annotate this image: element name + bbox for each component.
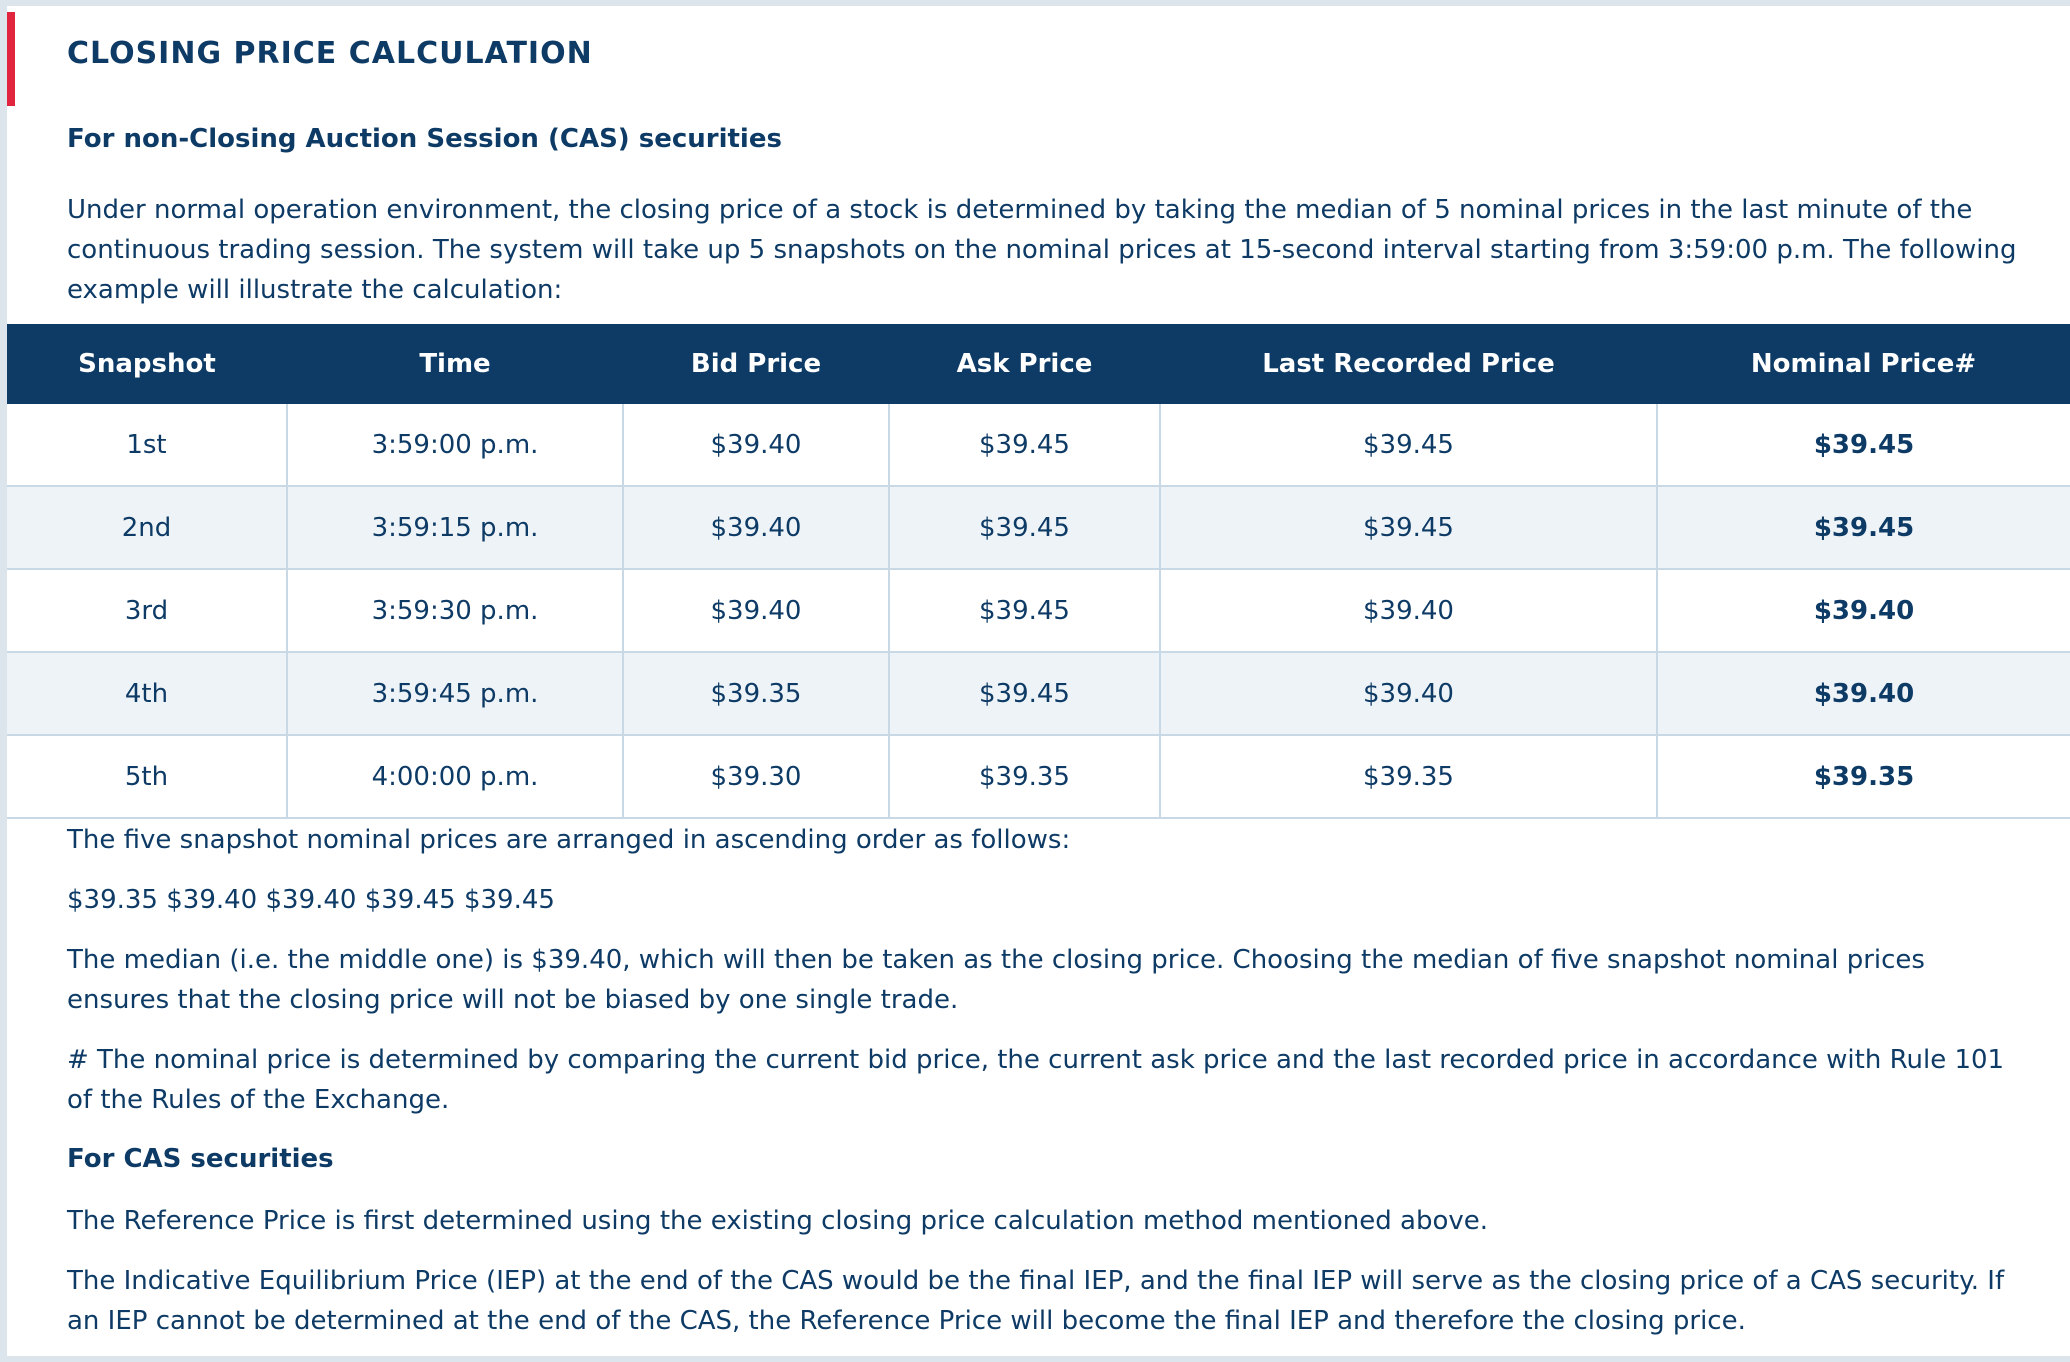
last-recorded-price-cell: $39.45 — [1160, 404, 1657, 486]
section-title: CLOSING PRICE CALCULATION — [67, 36, 593, 71]
sorted-prices: $39.35 $39.40 $39.40 $39.45 $39.45 — [67, 885, 555, 915]
snapshot-cell: 4th — [7, 652, 287, 735]
last-recorded-price-cell: $39.40 — [1160, 569, 1657, 652]
last-recorded-price-cell: $39.45 — [1160, 486, 1657, 569]
time-cell: 3:59:45 p.m. — [287, 652, 623, 735]
nominal-price-cell: $39.45 — [1657, 486, 2070, 569]
last-recorded-price-cell: $39.35 — [1160, 735, 1657, 818]
header-ask-price: Ask Price — [889, 324, 1160, 404]
header-time: Time — [287, 324, 623, 404]
snapshot-cell: 1st — [7, 404, 287, 486]
snapshot-cell: 3rd — [7, 569, 287, 652]
reference-price-paragraph: The Reference Price is first determined using the existing closing price calculation method mentioned above. — [67, 1206, 1489, 1236]
bid-price-cell: $39.40 — [623, 569, 889, 652]
last-recorded-price-cell: $39.40 — [1160, 652, 1657, 735]
header-last-recorded-price: Last Recorded Price — [1160, 324, 1657, 404]
nominal-price-cell: $39.45 — [1657, 404, 2070, 486]
table-row — [7, 735, 2070, 818]
table-row — [7, 652, 2070, 735]
bid-price-cell: $39.40 — [623, 486, 889, 569]
bid-price-cell: $39.35 — [623, 652, 889, 735]
footnote-paragraph: # The nominal price is determined by comparing the current bid price, the current ask price and the last recorded price in accordance with Rule 101 of the Rules of the Exchange. — [67, 1045, 2005, 1115]
time-cell: 3:59:30 p.m. — [287, 569, 623, 652]
ask-price-cell: $39.45 — [889, 404, 1160, 486]
nominal-price-cell: $39.40 — [1657, 652, 2070, 735]
bid-price-cell: $39.30 — [623, 735, 889, 818]
time-cell: 3:59:00 p.m. — [287, 404, 623, 486]
time-cell: 3:59:15 p.m. — [287, 486, 623, 569]
ask-price-cell: $39.45 — [889, 652, 1160, 735]
bid-price-cell: $39.40 — [623, 404, 889, 486]
time-cell: 4:00:00 p.m. — [287, 735, 623, 818]
arranged-text: The five snapshot nominal prices are arranged in ascending order as follows: — [67, 825, 1071, 855]
accent-bar — [7, 12, 15, 106]
table-row — [7, 486, 2070, 569]
closing-price-card — [7, 6, 2070, 1356]
ask-price-cell: $39.35 — [889, 735, 1160, 818]
snapshot-cell: 2nd — [7, 486, 287, 569]
table-row — [7, 404, 2070, 486]
header-nominal-price: Nominal Price# — [1657, 324, 2070, 404]
header-bid-price: Bid Price — [623, 324, 889, 404]
nominal-price-cell: $39.35 — [1657, 735, 2070, 818]
non-cas-heading: For non-Closing Auction Session (CAS) securities — [67, 124, 782, 154]
table-row — [7, 569, 2070, 652]
median-paragraph: The median (i.e. the middle one) is $39.40, which will then be taken as the closing price. Choosing the median of five snapshot nominal prices ensures that the closing price will not be biased by one single trade. — [67, 945, 1925, 1015]
nominal-price-cell: $39.40 — [1657, 569, 2070, 652]
cas-heading: For CAS securities — [67, 1144, 334, 1174]
nominal-price-table — [7, 324, 2070, 819]
snapshot-cell: 5th — [7, 735, 287, 818]
ask-price-cell: $39.45 — [889, 486, 1160, 569]
header-snapshot: Snapshot — [7, 324, 287, 404]
iep-paragraph: The Indicative Equilibrium Price (IEP) at the end of the CAS would be the final IEP, and the final IEP will serve as the closing price of a CAS security. If an IEP cannot be determined at the end of the CAS, the Reference Price will become the final IEP and therefore the closing price. — [67, 1266, 2005, 1336]
table-header-row — [7, 324, 2070, 404]
ask-price-cell: $39.45 — [889, 569, 1160, 652]
intro-paragraph: Under normal operation environment, the closing price of a stock is determined by taking the median of 5 nominal prices in the last minute of the continuous trading session. The system will take up 5 snapshots on the nominal prices at 15-second interval starting from 3:59:00 p.m. The following example will illustrate the calculation: — [67, 195, 2017, 305]
